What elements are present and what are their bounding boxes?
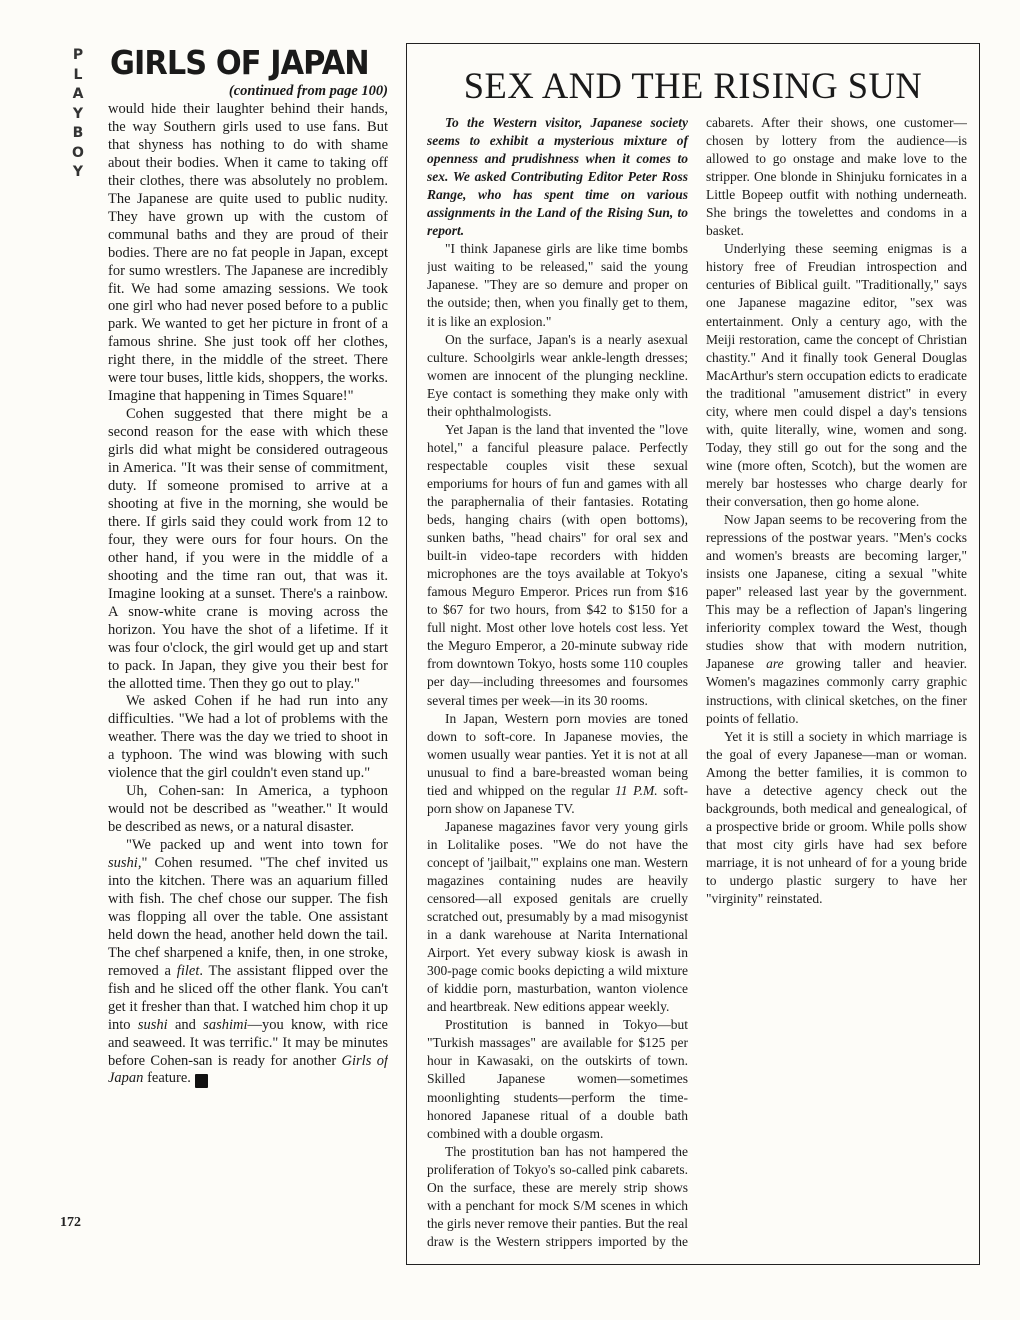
feature-body [108,101,388,1088]
magazine-name-letter: Y [72,164,84,180]
feature-paragraph: Cohen suggested that there might be a second reason for the ease with which these girls did what might be considered outrageous in America. "It was their sense of commitment, duty. If someone promised to arrive at a shooting at five in the morning, she would be there. If girls said they could work from 12 to four, they were ours for four hours. On the other hand, if you were in the middle of a shooting and the time ran out, that was it. Imagine looking at a sunset. There's a rainbow. A snow-white crane is moving across the horizon. You have the shot of a lifetime. If it was four o'clock, the girl would get up and start to pack. In Japan, they give you their best for the allotted time. Then they go out to play." [108,406,388,692]
sidebar-body [427,114,967,1260]
magazine-name-letter: B [72,125,84,141]
page-number: 172 [60,1215,81,1230]
sidebar-paragraph: Yet it is still a society in which marriage is the goal of every Japanese—man or woman. Among the better families, it is common to have a detective agency check out the backgrounds, both medical and genealogical, of a prospective bride or groom. While polls show that most city girls have had sex before marriage, it is not unheard of for a young bride to undergo plastic surgery to have her "virginity" reinstated. [706,728,967,907]
magazine-name-letter: O [72,144,84,161]
bunny-end-mark-icon: ♣ [195,1074,208,1088]
feature-paragraph: would hide their laughter behind their hands, the way Southern girls used to use fans. But that shyness has nothing to do with shame about their bodies. When it came to taking off their clothes, there was absolutely no problem. The Japanese are quite used to public nudity. They have grown up with the custom of communal baths and they are proud of their bodies. There are no fat people in Japan, except for sumo wrestlers. The Japanese are incredibly fit. We had some amazing sessions. We took one girl who had never posed before to a public park. We wanted to get her picture in front of a famous shrine. She just took off her clothes, right there, in the middle of the street. There were tour buses, little kids, shoppers, the works. Imagine that happening in Times Square!" [108,101,388,405]
feature-paragraph: "We packed up and went into town for sushi," Cohen resumed. "The chef invited us into the kitchen. There was an aquarium filled with fish. The chef chose our supper. The fish was flopping all over the table. One assistant held down the head, another held down the tail. The chef sharpened a knife, then, in one stroke, removed a filet. The assistant flipped over the fish and he sliced off the other flank. You can't get it fresher than that. I watched him chop it up into sushi and sashimi—you know, with rice and seaweed. It was terrific." It may be minutes before Cohen-san is ready for another Girls of Japan feature. ♣ [108,837,388,1087]
magazine-name-letter: Y [72,105,84,122]
continued-from-note: (continued from page 100) [228,83,388,99]
feature-title: GIRLS OF JAPAN [110,45,369,82]
sidebar-paragraph: On the surface, Japan's is a nearly asexual culture. Schoolgirls wear ankle-length dresses; women are innocent of the plunging neckline. Eye contact is something they make only with their ophthalmologists. [427,331,688,419]
sidebar-paragraph: Now Japan seems to be recovering from the repressions of the postwar years. "Men's cocks and women's breasts are becoming larger," insists one Japanese, citing a sexual "white paper" released last year by the government. This may be a reflection of Japan's lingering inferiority complex toward the West, though studies show that with modern nutrition, Japanese are growing taller and heavier. Women's magazines commonly carry graphic instructions, with clinical sketches, on the finer points of fellatio. [706,512,967,726]
sidebar-paragraph: Underlying these seeming enigmas is a history free of Freudian introspection and centuries of Biblical guilt. "Traditionally," says one Japanese magazine editor, "sex was entertainment. Only a century ago, with the Meiji restoration, came the concept of Christian chastity." And it finally took General Douglas MacArthur's stern occupation edicts to eradicate the traditional "amusement district" in every city, where men could dispel a day's tensions with, quite literally, wine, women and song. Today, they still go out for the song and the wine (more often, Scotch), but the women are merely bar hostesses who charge dearly for their conversation, then go home alone. [706,241,967,509]
sidebar-box [406,43,980,1265]
feature-column [108,45,388,1245]
sidebar-paragraph: The prostitution ban has not hampered the proliferation of Tokyo's so-called pink cabarets. On the surface, these are merely strip shows with a penchant for mock S/M scenes in which the girls never remove their panties. But the real draw is the Western strippers imported by the cabarets. After their shows, one customer—chosen by lottery from the audience—is allowed to go onstage and make love to the stripper. One blonde in Shinjuku fornicates in a Little Bopeep outfit with nothing underneath. She brings the towelettes and condoms in a basket. [427,115,967,1249]
sidebar-title: SEX AND THE RISING SUN [463,65,923,106]
sidebar-paragraph: In Japan, Western porn movies are toned down to soft-core. In Japanese movies, the women usually wear panties. Yet it is not at all unusual to find a bare-breasted woman being tied and whipped on the regular 11 P.M. soft-porn show on Japanese TV. [427,710,689,816]
feature-paragraph: We asked Cohen if he had run into any difficulties. "We had a lot of problems with the weather. There was the day we tried to shoot in a typhoon. The wind was blowing with such violence that the girl couldn't even stand up." [108,693,388,782]
magazine-name-vertical [68,46,88,183]
magazine-name-letter: L [73,66,83,83]
magazine-name-letter: P [72,47,84,63]
sidebar-intro: To the Western visitor, Japanese society seems to exhibit a mysterious mixture of openness and prudishness when it comes to sex. We asked Contributing Editor Peter Ross Range, who has spent time on various assignments in the Land of the Rising Sun, to report. [427,115,688,239]
magazine-name-letter: A [72,86,84,102]
sidebar-paragraph: Prostitution is banned in Tokyo—but "Turkish massages" are available for $125 per hour in Kawasaki, on the outskirts of town. Skilled Japanese women—sometimes moonlighting students—perform the time-honored Japanese ritual of a double bath combined with a double orgasm. [427,1017,688,1141]
sidebar-paragraph: "I think Japanese girls are like time bombs just waiting to be released," said the young Japanese. "They are so demure and proper on the outside; then, when you finally get to them, it is like an explosion." [427,241,688,329]
sidebar-paragraph: Yet Japan is the land that invented the "love hotel," a fanciful pleasure palace. Perfectly respectable couples visit these sexual emporiums for hours of fun and games with all the paraphernalia of their fantasies. Rotating beds, hanging chairs (with open bottoms), sunken baths, "head chairs" for oral sex and built-in video-tape recorders with hidden microphones are the toys available at Tokyo's famous Meguro Emperor. Prices run from $16 to $67 for two hours, from $42 to $150 for a full night. Most other love hotels cost less. Yet the Meguro Emperor, a 20-minute subway ride from downtown Tokyo, hosts some 110 couples per day—including threesomes and foursomes several times per week—in its 30 rooms. [427,421,688,708]
sidebar-paragraph: Japanese magazines favor very young girls in Lolitalike poses. "We do not have the concept of 'jailbait,'" explains one man. Western magazines containing nudes are heavily censored—all exposed genitals are cruelly scratched out, presumably by a mad misogynist in a dank warehouse at Narita International Airport. Yet every subway kiosk is awash in 300-page comic books depicting a wild mixture of kiddie porn, masturbation, wanton violence and heartbreak. New editions appear weekly. [427,818,688,1015]
feature-paragraph: Uh, Cohen-san: In America, a typhoon would not be described as "weather." It would be described as news, or a natural disaster. [108,783,388,836]
